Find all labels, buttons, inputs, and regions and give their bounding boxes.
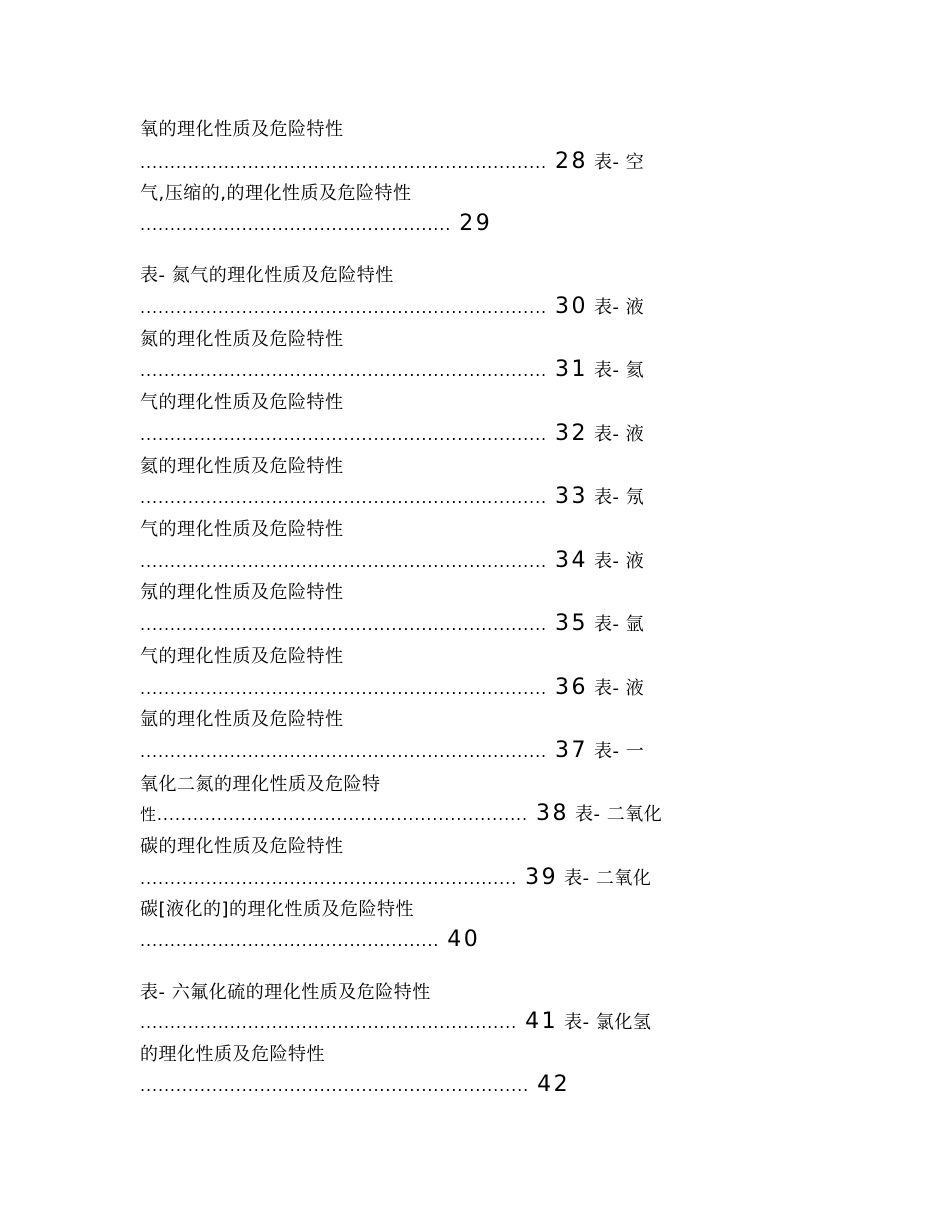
page-number: 33 xyxy=(555,484,589,509)
toc-entry-text xyxy=(140,1043,325,1067)
entry-title: 氦的理化性质及危险特性 xyxy=(140,456,344,477)
next-entry-start: 表- 氯化氢 xyxy=(564,1012,652,1033)
entry-title: 表- 六氟化硫的理化性质及危险特性 xyxy=(140,982,431,1003)
page-number: 30 xyxy=(555,294,589,319)
entry-title: 氧化二氮的理化性质及危险特 xyxy=(140,774,381,795)
page-number: 37 xyxy=(555,738,589,763)
toc-entry-leader xyxy=(140,150,644,175)
toc-entry-text xyxy=(140,981,431,1005)
next-entry-start: 表- 二氧化 xyxy=(564,868,652,889)
page-number: 29 xyxy=(459,211,493,236)
page-number: 36 xyxy=(555,675,589,700)
next-entry-start: 表- 一 xyxy=(594,741,645,762)
page-number: 38 xyxy=(536,801,570,826)
page-number: 31 xyxy=(555,357,589,382)
toc-entry-leader xyxy=(140,928,480,953)
dot-leader: .................................................................... xyxy=(140,153,548,172)
next-entry-start: 表- 空 xyxy=(594,152,645,173)
dot-leader: .................................................. xyxy=(140,931,440,950)
toc-entry-leader xyxy=(140,549,644,574)
toc-entry-leader xyxy=(140,866,651,891)
toc-entry-text xyxy=(140,391,344,415)
entry-title: 氩的理化性质及危险特性 xyxy=(140,709,344,730)
page-number: 34 xyxy=(555,548,589,573)
dot-leader: .................................................................... xyxy=(140,425,548,444)
toc-entry-leader xyxy=(140,295,644,320)
dot-leader: .................................................................... xyxy=(140,552,548,571)
toc-entry-text xyxy=(140,182,411,206)
toc-entry-text xyxy=(140,581,344,605)
entry-title: 碳的理化性质及危险特性 xyxy=(140,836,344,857)
toc-entry-leader xyxy=(140,422,644,447)
dot-leader: .................................................................... xyxy=(140,298,548,317)
toc-entry-text xyxy=(140,264,394,288)
dot-leader: .................................................... xyxy=(140,215,452,234)
toc-entry-leader xyxy=(140,676,644,701)
entry-title: 表- 氮气的理化性质及危险特性 xyxy=(140,265,394,286)
next-entry-start: 表- 液 xyxy=(594,678,645,699)
entry-title: 的理化性质及危险特性 xyxy=(140,1044,325,1065)
toc-entry-leader xyxy=(140,612,644,637)
page-number: 32 xyxy=(555,421,589,446)
toc-entry-leader xyxy=(140,212,492,237)
toc-entry-text xyxy=(140,328,344,352)
dot-leader: .................................................................... xyxy=(140,615,548,634)
next-entry-start: 表- 液 xyxy=(594,297,645,318)
page-number: 35 xyxy=(555,611,589,636)
dot-leader: .................................................................... xyxy=(140,488,548,507)
next-entry-start: 表- 液 xyxy=(594,424,645,445)
toc-entry-leader xyxy=(140,485,644,510)
dot-leader: 性.............................................................. xyxy=(140,805,529,824)
dot-leader: ............................................................... xyxy=(140,869,518,888)
page-number: 41 xyxy=(525,1009,559,1034)
entry-title: 气的理化性质及危险特性 xyxy=(140,392,344,413)
toc-entry-leader xyxy=(140,358,644,383)
toc-entry-leader xyxy=(140,1010,651,1035)
page-number: 28 xyxy=(555,149,589,174)
toc-entry-text xyxy=(140,118,344,142)
toc-entry-text xyxy=(140,708,344,732)
next-entry-start: 表- 氖 xyxy=(594,487,645,508)
next-entry-start: 表- 二氧化 xyxy=(575,804,663,825)
toc-entry-leader xyxy=(140,739,644,764)
toc-entry-text xyxy=(140,773,381,797)
dot-leader: ................................................................. xyxy=(140,1076,530,1095)
entry-title: 气,压缩的,的理化性质及危险特性 xyxy=(140,183,412,204)
entry-title: 氮的理化性质及危险特性 xyxy=(140,329,344,350)
page-number: 39 xyxy=(525,865,559,890)
entry-title: 氧的理化性质及危险特性 xyxy=(140,119,344,140)
entry-title: 氖的理化性质及危险特性 xyxy=(140,582,344,603)
next-entry-start: 表- 氦 xyxy=(594,360,645,381)
dot-leader: .................................................................... xyxy=(140,679,548,698)
toc-entry-text xyxy=(140,455,344,479)
dot-leader: ............................................................... xyxy=(140,1013,518,1032)
toc-entry-leader xyxy=(140,1073,570,1098)
entry-title: 气的理化性质及危险特性 xyxy=(140,519,344,540)
page-number: 40 xyxy=(447,927,481,952)
dot-leader: .................................................................... xyxy=(140,361,548,380)
next-entry-start: 表- 液 xyxy=(594,551,645,572)
toc-entry-leader xyxy=(140,802,662,827)
toc-entry-text xyxy=(140,645,344,669)
dot-leader: .................................................................... xyxy=(140,742,548,761)
toc-entry-text xyxy=(140,835,344,859)
toc-entry-text xyxy=(140,898,414,922)
page-number: 42 xyxy=(537,1072,571,1097)
next-entry-start: 表- 氩 xyxy=(594,614,645,635)
toc-entry-text xyxy=(140,518,344,542)
entry-title: 气的理化性质及危险特性 xyxy=(140,646,344,667)
entry-title: 碳[液化的]的理化性质及危险特性 xyxy=(140,899,415,920)
